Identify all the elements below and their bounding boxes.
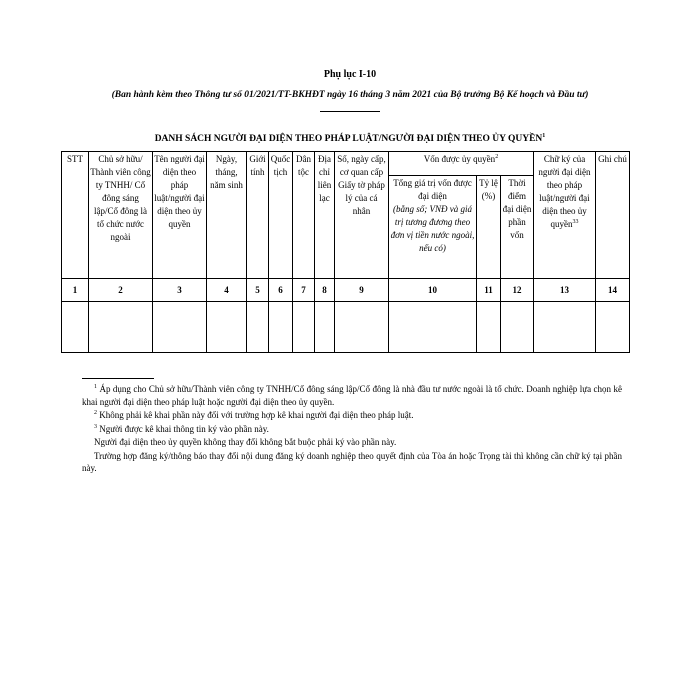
footnote-text: Áp dụng cho Chủ sở hữu/Thành viên công ty TNHH/Cổ đông sáng lập/Cổ đông là nhà đầu tư nước ngoài là tổ chức. Doanh nghiệp lựa chọn kê khai người đại diện theo pháp luật hoặc người đại diện theo ủy quyền. bbox=[82, 384, 622, 407]
col-number: 3 bbox=[153, 279, 207, 302]
footnote-text: Người đại diện theo ủy quyền không thay đổi không bắt buộc phải ký vào phần này. bbox=[94, 437, 397, 447]
footnote-mark: 2 bbox=[94, 410, 97, 416]
header-total-capital-text: Tổng giá trị vốn được đại diện bbox=[393, 178, 472, 201]
col-number: 4 bbox=[207, 279, 247, 302]
entry-cell[interactable] bbox=[335, 302, 389, 353]
col-number: 7 bbox=[293, 279, 315, 302]
entry-cell[interactable] bbox=[269, 302, 293, 353]
col-number: 11 bbox=[477, 279, 501, 302]
header-owner: Chủ sở hữu/ Thành viên công ty TNHH/ Cổ đông sáng lập/Cổ đông là tổ chức nước ngoài bbox=[89, 152, 153, 279]
footnote-5 bbox=[82, 450, 622, 475]
footnote-4 bbox=[82, 436, 622, 449]
footnote-2 bbox=[82, 409, 622, 422]
header-total-capital bbox=[389, 176, 477, 279]
header-representative-name: Tên người đại diện theo pháp luật/người đại diện theo ủy quyền bbox=[153, 152, 207, 279]
entry-cell[interactable] bbox=[477, 302, 501, 353]
header-signature-text: Chữ ký của người đại diện theo pháp luật/người đại diện theo ủy quyền bbox=[538, 154, 591, 229]
entry-cell[interactable] bbox=[596, 302, 630, 353]
col-number: 9 bbox=[335, 279, 389, 302]
entry-cell[interactable] bbox=[389, 302, 477, 353]
footnote-text: Người được kê khai thông tin ký vào phần này. bbox=[97, 423, 269, 434]
header-authorized-capital bbox=[389, 152, 534, 176]
title-divider bbox=[320, 111, 380, 112]
header-nationality: Quốc tịch bbox=[269, 152, 293, 279]
col-number: 2 bbox=[89, 279, 153, 302]
header-gender: Giới tính bbox=[247, 152, 269, 279]
col-number: 8 bbox=[315, 279, 335, 302]
representatives-table bbox=[61, 151, 630, 353]
col-number: 10 bbox=[389, 279, 477, 302]
footnote-ref-3: 33 bbox=[572, 219, 579, 225]
document-title-text: DANH SÁCH NGƯỜI ĐẠI DIỆN THEO PHÁP LUẬT/NGƯỜI ĐẠI DIỆN THEO ỦY QUYỀN bbox=[154, 134, 543, 144]
footnote-text: Trường hợp đăng ký/thông báo thay đổi nội dung đăng ký doanh nghiệp theo quyết định của Tòa án hoặc Trọng tài thì không cần chữ ký tại phần này. bbox=[82, 450, 622, 473]
entry-cell[interactable] bbox=[293, 302, 315, 353]
header-note: Ghi chú bbox=[596, 152, 630, 279]
entry-cell[interactable] bbox=[153, 302, 207, 353]
footnotes bbox=[82, 383, 622, 476]
document-title bbox=[0, 134, 700, 144]
entry-cell[interactable] bbox=[534, 302, 596, 353]
header-time: Thời điểm đại diện phần vốn bbox=[501, 176, 534, 279]
footnote-1 bbox=[82, 383, 622, 408]
footnote-ref-1: 1 bbox=[542, 132, 546, 139]
header-ethnicity: Dân tộc bbox=[293, 152, 315, 279]
column-number-row bbox=[62, 279, 630, 302]
col-number: 13 bbox=[534, 279, 596, 302]
header-ratio: Tỷ lệ (%) bbox=[477, 176, 501, 279]
col-number: 1 bbox=[62, 279, 89, 302]
footnote-ref-2: 2 bbox=[495, 154, 499, 160]
footnote-text: Không phải kê khai phần này đối với trường hợp kê khai người đại diện theo pháp luật. bbox=[97, 410, 414, 420]
header-legal-document: Số, ngày cấp, cơ quan cấp Giấy tờ pháp lý của cá nhân bbox=[335, 152, 389, 279]
header-signature bbox=[534, 152, 596, 279]
col-number: 12 bbox=[501, 279, 534, 302]
entry-cell[interactable] bbox=[62, 302, 89, 353]
header-authorized-capital-text: Vốn được ủy quyền bbox=[423, 154, 496, 164]
header-contact-address: Địa chỉ liên lạc bbox=[315, 152, 335, 279]
footnote-mark: 1 bbox=[94, 384, 97, 390]
footnote-divider bbox=[82, 378, 154, 379]
appendix-title: Phụ lục I-10 bbox=[323, 69, 377, 80]
header-date-of-birth: Ngày, tháng, năm sinh bbox=[207, 152, 247, 279]
appendix-subtitle: (Ban hành kèm theo Thông tư số 01/2021/TT-BKHĐT ngày 16 tháng 3 năm 2021 của Bộ trưởng Bộ Kế hoạch và Đầu tư) bbox=[111, 90, 589, 100]
col-number: 14 bbox=[596, 279, 630, 302]
entry-cell[interactable] bbox=[89, 302, 153, 353]
entry-cell[interactable] bbox=[315, 302, 335, 353]
header-total-capital-detail: (bằng số; VNĐ và giá trị tương đương theo đơn vị tiền nước ngoài, nếu có) bbox=[390, 204, 475, 253]
col-number: 5 bbox=[247, 279, 269, 302]
entry-cell[interactable] bbox=[247, 302, 269, 353]
footnote-mark: 3 bbox=[94, 423, 97, 430]
entry-cell[interactable] bbox=[207, 302, 247, 353]
header-stt: STT bbox=[62, 152, 89, 279]
col-number: 6 bbox=[269, 279, 293, 302]
entry-cell[interactable] bbox=[501, 302, 534, 353]
footnote-3 bbox=[82, 423, 622, 436]
empty-entry-row bbox=[62, 302, 630, 353]
